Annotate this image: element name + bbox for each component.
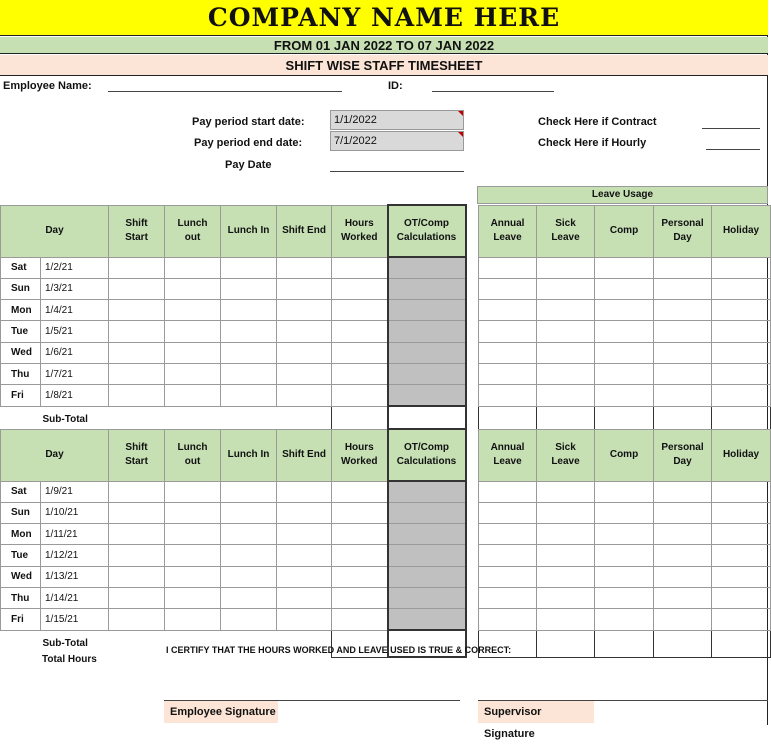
personal-day-cell[interactable]	[654, 502, 712, 523]
lunch-out-cell[interactable]	[165, 545, 221, 566]
day-name-cell: Thu	[1, 363, 41, 384]
shift-end-cell[interactable]	[277, 502, 332, 523]
day-name-cell: Sun	[1, 502, 41, 523]
comp-cell[interactable]	[595, 257, 654, 278]
personal-day-cell[interactable]	[654, 342, 712, 363]
col-shift-start-header: Shift Start	[109, 205, 165, 257]
personal-day-cell[interactable]	[654, 257, 712, 278]
comp-cell[interactable]	[595, 609, 654, 630]
sick-leave-cell[interactable]	[537, 257, 595, 278]
lunch-in-cell[interactable]	[221, 278, 277, 299]
day-name-cell: Mon	[1, 300, 41, 321]
table-row	[1, 609, 771, 630]
hours-worked-cell[interactable]	[332, 300, 388, 321]
col-comp-header: Comp	[595, 205, 654, 257]
col-annual-leave-header: Annual Leave	[479, 429, 537, 481]
col-sick-leave-header: Sick Leave	[537, 205, 595, 257]
lunch-in-cell[interactable]	[221, 300, 277, 321]
ot-comp-cell[interactable]	[388, 524, 466, 545]
lunch-out-cell[interactable]	[165, 385, 221, 406]
pay-start-field[interactable]	[330, 110, 464, 130]
date-range-banner: FROM 01 JAN 2022 TO 07 JAN 2022	[0, 37, 768, 54]
sick-leave-cell[interactable]	[537, 502, 595, 523]
pay-date-field[interactable]	[330, 171, 464, 172]
col-comp-header: Comp	[595, 429, 654, 481]
week1-header-row	[1, 205, 771, 257]
shift-start-cell[interactable]	[109, 502, 165, 523]
ot-comp-cell[interactable]	[388, 609, 466, 630]
date-cell: 1/2/21	[41, 257, 109, 278]
hourly-check-label: Check Here if Hourly	[538, 137, 647, 149]
contract-check-field[interactable]	[702, 128, 760, 129]
ot-comp-cell[interactable]	[388, 385, 466, 406]
hours-worked-cell[interactable]	[332, 524, 388, 545]
col-holiday-header: Holiday	[712, 205, 771, 257]
col-lunch-in-header: Lunch In	[221, 205, 277, 257]
shift-start-cell[interactable]	[109, 257, 165, 278]
sick-leave-cell[interactable]	[537, 321, 595, 342]
comp-cell[interactable]	[595, 300, 654, 321]
ot-comp-cell[interactable]	[388, 587, 466, 608]
col-holiday-header: Holiday	[712, 429, 771, 481]
holiday-cell[interactable]	[712, 342, 771, 363]
hourly-check-field[interactable]	[706, 149, 760, 150]
company-name-title: COMPANY NAME HERE	[0, 0, 768, 36]
hours-worked-cell[interactable]	[332, 566, 388, 587]
annual-leave-cell[interactable]	[479, 502, 537, 523]
shift-end-cell[interactable]	[277, 278, 332, 299]
comp-cell[interactable]	[595, 502, 654, 523]
date-cell: 1/15/21	[41, 609, 109, 630]
pay-end-value: 7/1/2022	[334, 135, 377, 147]
comp-cell[interactable]	[595, 566, 654, 587]
shift-end-cell[interactable]	[277, 342, 332, 363]
lunch-out-cell[interactable]	[165, 566, 221, 587]
day-name-cell: Sun	[1, 278, 41, 299]
shift-start-cell[interactable]	[109, 385, 165, 406]
table-row	[1, 587, 771, 608]
annual-leave-cell[interactable]	[479, 342, 537, 363]
subtotal-comp-cell[interactable]	[595, 630, 654, 657]
shift-end-cell[interactable]	[277, 481, 332, 502]
hours-worked-cell[interactable]	[332, 587, 388, 608]
table-row	[1, 566, 771, 587]
comp-cell[interactable]	[595, 278, 654, 299]
leave-usage-title: Leave Usage	[477, 186, 768, 204]
shift-end-cell[interactable]	[277, 587, 332, 608]
ot-comp-cell[interactable]	[388, 300, 466, 321]
contract-check-label: Check Here if Contract	[538, 116, 657, 128]
shift-start-cell[interactable]	[109, 278, 165, 299]
table-row	[1, 385, 771, 406]
holiday-cell[interactable]	[712, 363, 771, 384]
day-name-cell: Thu	[1, 587, 41, 608]
lunch-in-cell[interactable]	[221, 321, 277, 342]
shift-start-cell[interactable]	[109, 321, 165, 342]
hours-worked-cell[interactable]	[332, 385, 388, 406]
personal-day-cell[interactable]	[654, 545, 712, 566]
comment-marker-icon	[458, 132, 463, 137]
day-name-cell: Tue	[1, 545, 41, 566]
holiday-cell[interactable]	[712, 385, 771, 406]
lunch-out-cell[interactable]	[165, 502, 221, 523]
col-shift-end-header: Shift End	[277, 205, 332, 257]
subtotal-label: Sub-Total	[42, 638, 88, 650]
table-row	[1, 278, 771, 299]
day-name-cell: Sat	[1, 257, 41, 278]
date-cell: 1/6/21	[41, 342, 109, 363]
date-cell: 1/4/21	[41, 300, 109, 321]
subtotal-personal-cell[interactable]	[654, 630, 712, 657]
col-hours-worked-header: Hours Worked	[332, 429, 388, 481]
shift-end-cell[interactable]	[277, 609, 332, 630]
lunch-out-cell[interactable]	[165, 363, 221, 384]
lunch-in-cell[interactable]	[221, 257, 277, 278]
shift-end-cell[interactable]	[277, 524, 332, 545]
hours-worked-cell[interactable]	[332, 502, 388, 523]
date-cell: 1/14/21	[41, 587, 109, 608]
holiday-cell[interactable]	[712, 609, 771, 630]
holiday-cell[interactable]	[712, 566, 771, 587]
pay-end-label: Pay period end date:	[194, 137, 303, 149]
ot-comp-cell[interactable]	[388, 481, 466, 502]
comp-cell[interactable]	[595, 385, 654, 406]
day-name-cell: Tue	[1, 321, 41, 342]
subtotal-sick-cell[interactable]	[537, 630, 595, 657]
holiday-cell[interactable]	[712, 300, 771, 321]
hours-worked-cell[interactable]	[332, 342, 388, 363]
col-hours-worked-header: Hours Worked	[332, 205, 388, 257]
date-cell: 1/13/21	[41, 566, 109, 587]
lunch-out-cell[interactable]	[165, 524, 221, 545]
comp-cell[interactable]	[595, 321, 654, 342]
col-lunch-out-header: Lunch out	[165, 205, 221, 257]
personal-day-cell[interactable]	[654, 587, 712, 608]
annual-leave-cell[interactable]	[479, 481, 537, 502]
sick-leave-cell[interactable]	[537, 363, 595, 384]
sick-leave-cell[interactable]	[537, 587, 595, 608]
day-name-cell: Fri	[1, 609, 41, 630]
hours-worked-cell[interactable]	[332, 363, 388, 384]
comp-cell[interactable]	[595, 524, 654, 545]
date-cell: 1/12/21	[41, 545, 109, 566]
lunch-out-cell[interactable]	[165, 587, 221, 608]
col-personal-day-header: Personal Day	[654, 205, 712, 257]
shift-start-cell[interactable]	[109, 566, 165, 587]
annual-leave-cell[interactable]	[479, 566, 537, 587]
ot-comp-cell[interactable]	[388, 257, 466, 278]
hours-worked-cell[interactable]	[332, 257, 388, 278]
table-row	[1, 481, 771, 502]
holiday-cell[interactable]	[712, 524, 771, 545]
personal-day-cell[interactable]	[654, 385, 712, 406]
sick-leave-cell[interactable]	[537, 342, 595, 363]
shift-start-cell[interactable]	[109, 363, 165, 384]
lunch-in-cell[interactable]	[221, 385, 277, 406]
col-shift-end-header: Shift End	[277, 429, 332, 481]
day-name-cell: Fri	[1, 385, 41, 406]
comp-cell[interactable]	[595, 481, 654, 502]
holiday-cell[interactable]	[712, 545, 771, 566]
comment-marker-icon	[458, 111, 463, 116]
personal-day-cell[interactable]	[654, 524, 712, 545]
comp-cell[interactable]	[595, 545, 654, 566]
holiday-cell[interactable]	[712, 257, 771, 278]
holiday-cell[interactable]	[712, 481, 771, 502]
shift-start-cell[interactable]	[109, 524, 165, 545]
employee-signature-label: Employee Signature	[164, 701, 278, 723]
personal-day-cell[interactable]	[654, 363, 712, 384]
personal-day-cell[interactable]	[654, 300, 712, 321]
day-name-cell: Mon	[1, 524, 41, 545]
hours-worked-cell[interactable]	[332, 321, 388, 342]
week2-timesheet-table	[0, 428, 771, 658]
day-name-cell: Wed	[1, 342, 41, 363]
hours-worked-cell[interactable]	[332, 545, 388, 566]
sick-leave-cell[interactable]	[537, 481, 595, 502]
shift-start-cell[interactable]	[109, 609, 165, 630]
ot-comp-cell[interactable]	[388, 363, 466, 384]
lunch-out-cell[interactable]	[165, 278, 221, 299]
lunch-in-cell[interactable]	[221, 566, 277, 587]
sick-leave-cell[interactable]	[537, 545, 595, 566]
date-cell: 1/3/21	[41, 278, 109, 299]
col-ot-comp-header: OT/Comp Calculations	[388, 205, 466, 257]
annual-leave-cell[interactable]	[479, 545, 537, 566]
personal-day-cell[interactable]	[654, 566, 712, 587]
col-day-header: Day	[1, 429, 109, 481]
ot-comp-cell[interactable]	[388, 278, 466, 299]
lunch-in-cell[interactable]	[221, 502, 277, 523]
total-hours-label: Total Hours	[42, 654, 97, 665]
col-lunch-out-header: Lunch out	[165, 429, 221, 481]
shift-end-cell[interactable]	[277, 363, 332, 384]
id-label: ID:	[388, 80, 403, 92]
table-row	[1, 545, 771, 566]
holiday-cell[interactable]	[712, 502, 771, 523]
col-annual-leave-header: Annual Leave	[479, 205, 537, 257]
subtotal-label: Sub-Total	[42, 414, 88, 426]
ot-comp-cell[interactable]	[388, 321, 466, 342]
annual-leave-cell[interactable]	[479, 524, 537, 545]
lunch-out-cell[interactable]	[165, 481, 221, 502]
shift-end-cell[interactable]	[277, 385, 332, 406]
sick-leave-cell[interactable]	[537, 300, 595, 321]
lunch-out-cell[interactable]	[165, 321, 221, 342]
shift-end-cell[interactable]	[277, 566, 332, 587]
sick-leave-cell[interactable]	[537, 609, 595, 630]
annual-leave-cell[interactable]	[479, 609, 537, 630]
col-lunch-in-header: Lunch In	[221, 429, 277, 481]
comp-cell[interactable]	[595, 587, 654, 608]
holiday-cell[interactable]	[712, 587, 771, 608]
annual-leave-cell[interactable]	[479, 300, 537, 321]
certify-statement: I CERTIFY THAT THE HOURS WORKED AND LEAVE USED IS TRUE & CORRECT:	[166, 645, 512, 655]
pay-end-field[interactable]	[330, 131, 464, 151]
lunch-in-cell[interactable]	[221, 524, 277, 545]
week1-timesheet-table	[0, 204, 771, 434]
sick-leave-cell[interactable]	[537, 385, 595, 406]
date-cell: 1/8/21	[41, 385, 109, 406]
lunch-in-cell[interactable]	[221, 587, 277, 608]
lunch-out-cell[interactable]	[165, 342, 221, 363]
supervisor-signature-label: Supervisor Signature	[478, 701, 594, 723]
hours-worked-cell[interactable]	[332, 278, 388, 299]
sick-leave-cell[interactable]	[537, 566, 595, 587]
lunch-out-cell[interactable]	[165, 300, 221, 321]
date-cell: 1/7/21	[41, 363, 109, 384]
holiday-cell[interactable]	[712, 278, 771, 299]
shift-end-cell[interactable]	[277, 545, 332, 566]
date-cell: 1/11/21	[41, 524, 109, 545]
shift-start-cell[interactable]	[109, 481, 165, 502]
col-shift-start-header: Shift Start	[109, 429, 165, 481]
col-personal-day-header: Personal Day	[654, 429, 712, 481]
day-name-cell: Wed	[1, 566, 41, 587]
subtotal-holiday-cell[interactable]	[712, 630, 771, 657]
annual-leave-cell[interactable]	[479, 587, 537, 608]
shift-end-cell[interactable]	[277, 257, 332, 278]
pay-start-value: 1/1/2022	[334, 114, 377, 126]
table-row	[1, 300, 771, 321]
personal-day-cell[interactable]	[654, 321, 712, 342]
hours-worked-cell[interactable]	[332, 481, 388, 502]
annual-leave-cell[interactable]	[479, 321, 537, 342]
lunch-in-cell[interactable]	[221, 545, 277, 566]
week2-header-row	[1, 429, 771, 481]
pay-start-label: Pay period start date:	[192, 116, 305, 128]
annual-leave-cell[interactable]	[479, 278, 537, 299]
shift-start-cell[interactable]	[109, 545, 165, 566]
annual-leave-cell[interactable]	[479, 385, 537, 406]
comp-cell[interactable]	[595, 342, 654, 363]
lunch-out-cell[interactable]	[165, 257, 221, 278]
sick-leave-cell[interactable]	[537, 278, 595, 299]
table-row	[1, 363, 771, 384]
lunch-in-cell[interactable]	[221, 363, 277, 384]
employee-name-label: Employee Name:	[3, 80, 92, 92]
date-cell: 1/9/21	[41, 481, 109, 502]
personal-day-cell[interactable]	[654, 278, 712, 299]
table-row	[1, 502, 771, 523]
col-day-header: Day	[1, 205, 109, 257]
pay-date-label: Pay Date	[225, 159, 272, 171]
shift-start-cell[interactable]	[109, 300, 165, 321]
comp-cell[interactable]	[595, 363, 654, 384]
shift-start-cell[interactable]	[109, 342, 165, 363]
ot-comp-cell[interactable]	[388, 566, 466, 587]
personal-day-cell[interactable]	[654, 481, 712, 502]
ot-comp-cell[interactable]	[388, 502, 466, 523]
date-cell: 1/10/21	[41, 502, 109, 523]
day-name-cell: Sat	[1, 481, 41, 502]
shift-start-cell[interactable]	[109, 587, 165, 608]
annual-leave-cell[interactable]	[479, 257, 537, 278]
lunch-in-cell[interactable]	[221, 342, 277, 363]
id-field[interactable]	[432, 91, 554, 92]
table-row	[1, 524, 771, 545]
employee-name-field[interactable]	[108, 91, 342, 92]
shift-end-cell[interactable]	[277, 300, 332, 321]
ot-comp-cell[interactable]	[388, 342, 466, 363]
table-row	[1, 257, 771, 278]
date-cell: 1/5/21	[41, 321, 109, 342]
hours-worked-cell[interactable]	[332, 609, 388, 630]
sick-leave-cell[interactable]	[537, 524, 595, 545]
annual-leave-cell[interactable]	[479, 363, 537, 384]
lunch-in-cell[interactable]	[221, 481, 277, 502]
col-ot-comp-header: OT/Comp Calculations	[388, 429, 466, 481]
holiday-cell[interactable]	[712, 321, 771, 342]
lunch-in-cell[interactable]	[221, 609, 277, 630]
ot-comp-cell[interactable]	[388, 545, 466, 566]
col-sick-leave-header: Sick Leave	[537, 429, 595, 481]
lunch-out-cell[interactable]	[165, 609, 221, 630]
personal-day-cell[interactable]	[654, 609, 712, 630]
shift-end-cell[interactable]	[277, 321, 332, 342]
timesheet-subtitle: SHIFT WISE STAFF TIMESHEET	[0, 55, 768, 76]
table-row	[1, 342, 771, 363]
table-row	[1, 321, 771, 342]
